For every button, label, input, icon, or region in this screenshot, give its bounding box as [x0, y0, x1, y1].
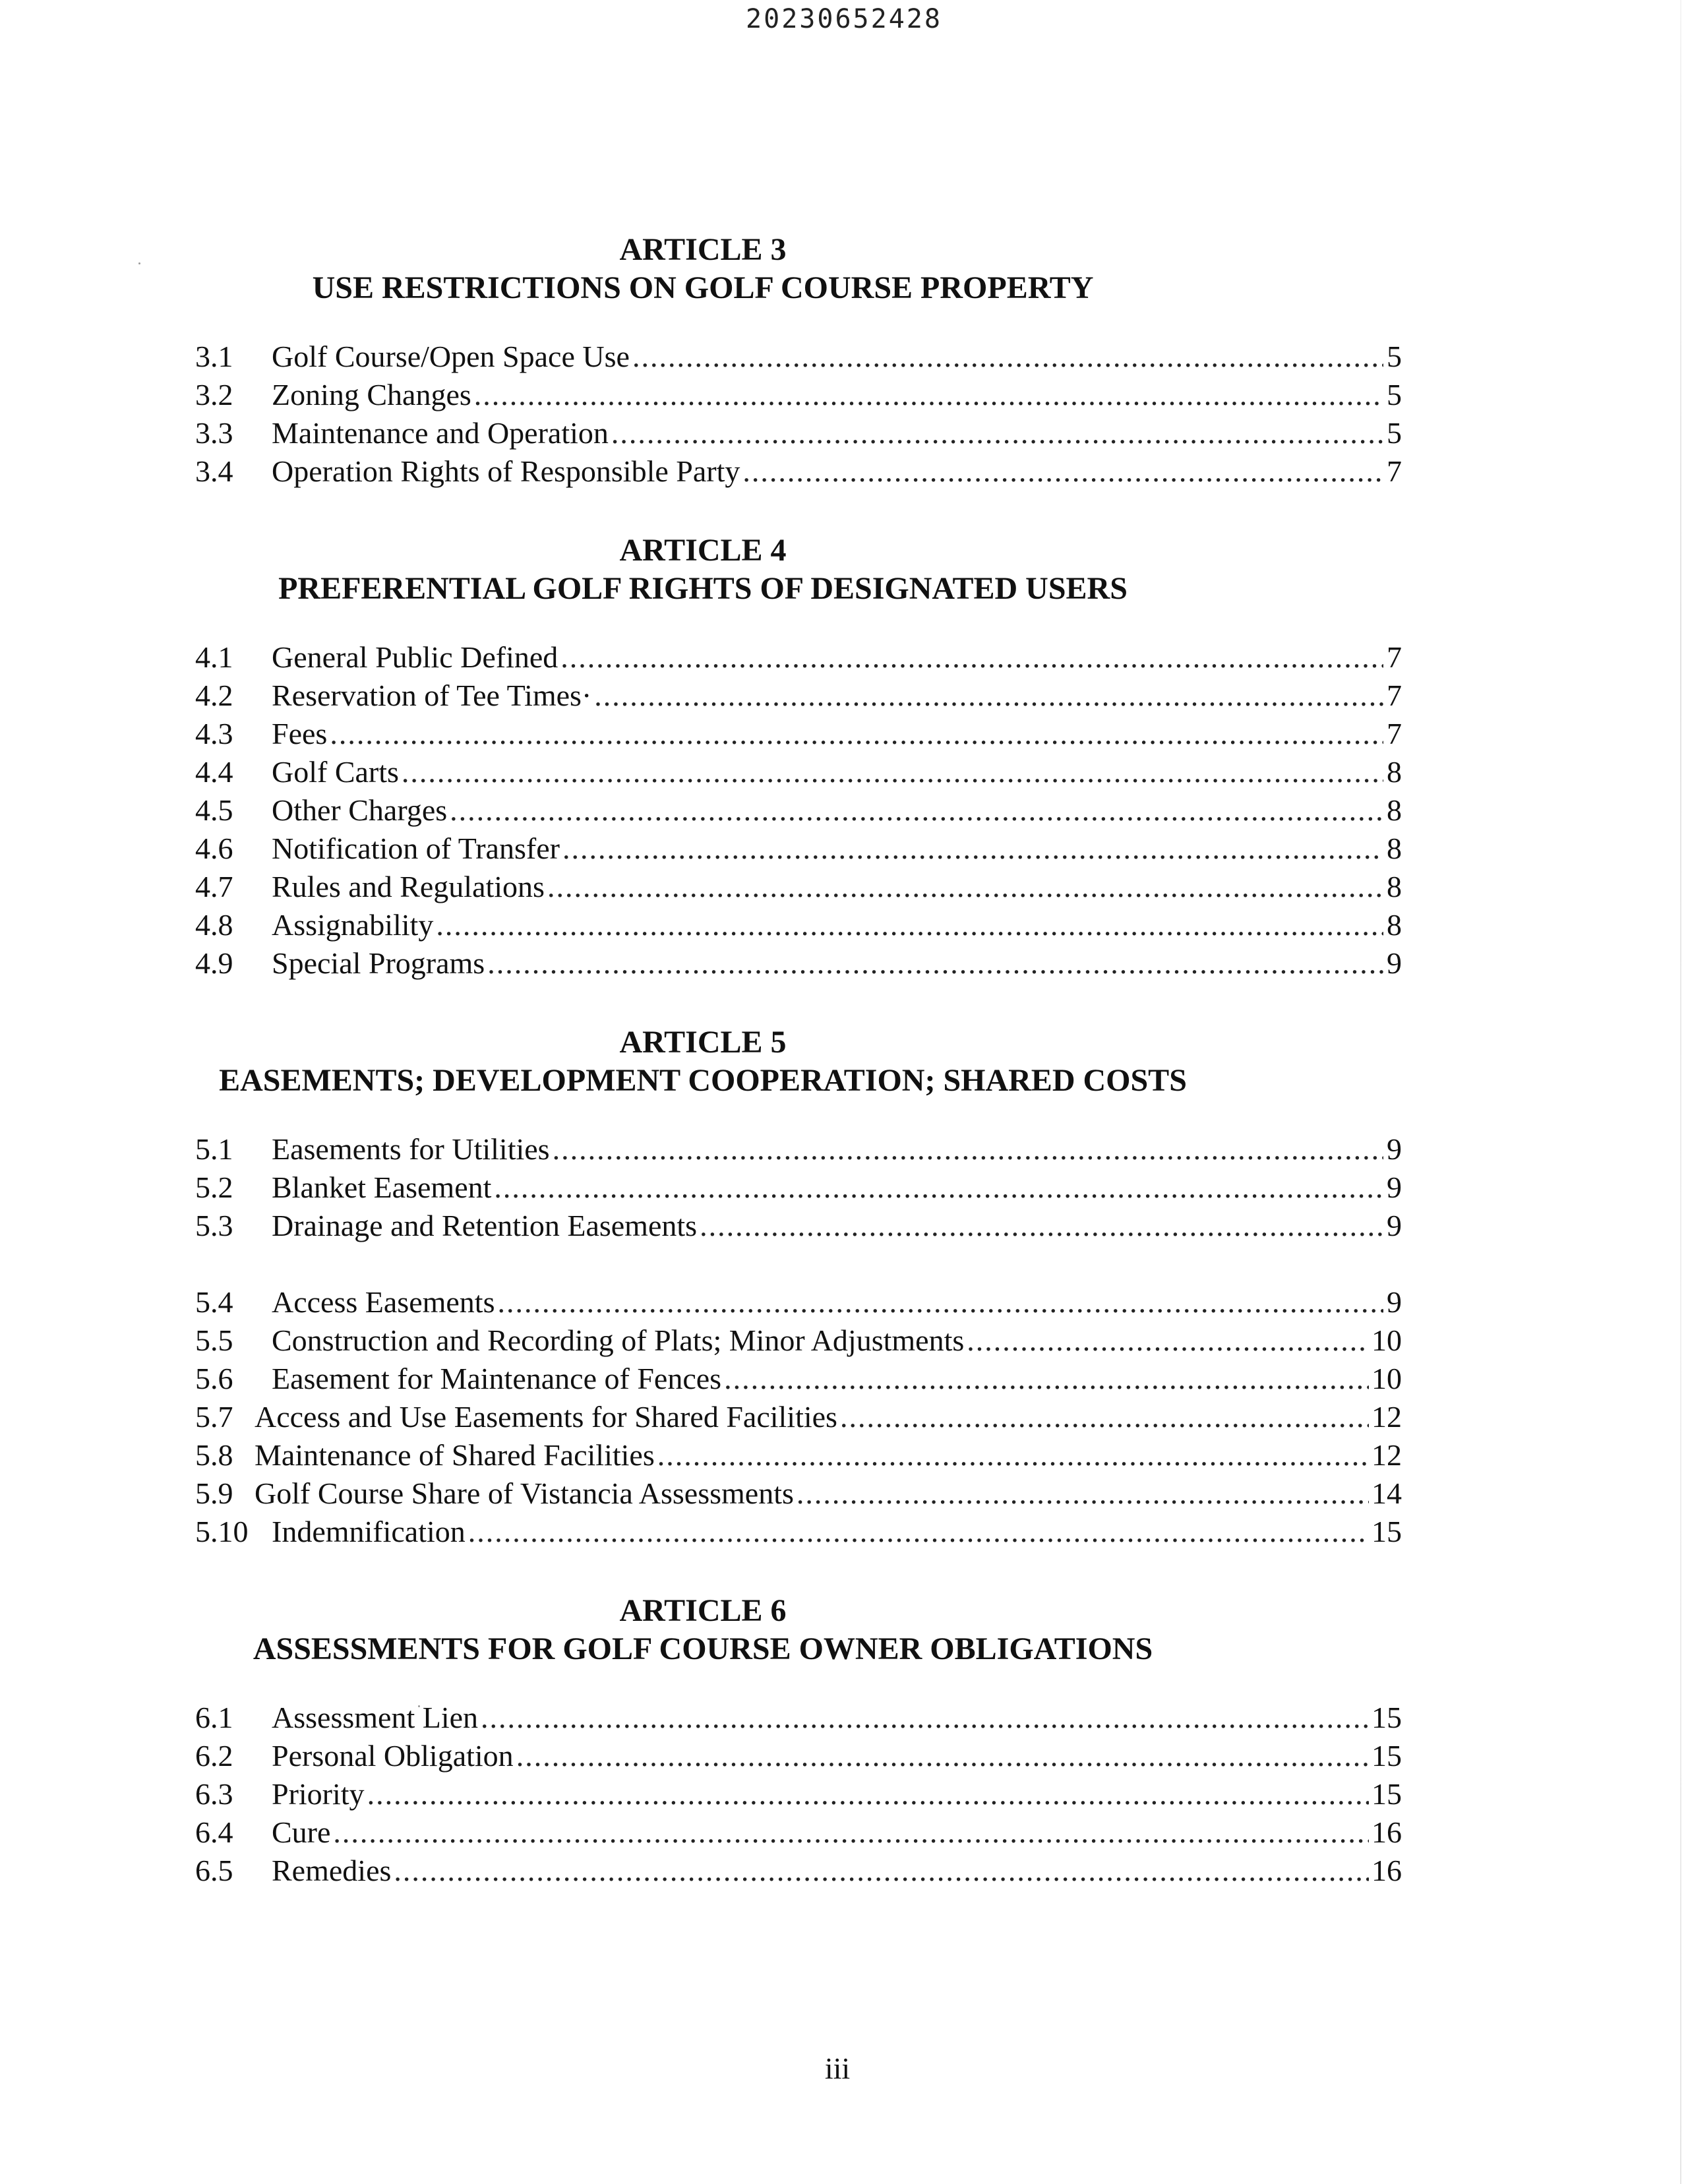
article-title: USE RESTRICTIONS ON GOLF COURSE PROPERTY: [312, 270, 1094, 305]
scan-speck: [138, 262, 140, 264]
section-number: 5.4: [195, 1285, 233, 1319]
section-number: 3.2: [195, 378, 233, 411]
page-number: 16: [1372, 1815, 1402, 1849]
dot-leader: [330, 715, 1383, 753]
dot-leader: [487, 944, 1383, 983]
page-number: 14: [1372, 1476, 1402, 1510]
section-title: Notification of Transfer: [272, 832, 560, 865]
page-number: 5: [1387, 416, 1402, 450]
section-number: 5.3: [195, 1209, 233, 1242]
section-number: 5.10: [195, 1515, 249, 1548]
toc-entry: [195, 944, 1402, 983]
section-number: 4.1: [195, 640, 233, 674]
section-title: Access Easements: [272, 1285, 495, 1319]
dot-leader: [547, 868, 1383, 906]
dot-leader: [481, 1699, 1369, 1737]
page-number: 8: [1387, 755, 1402, 789]
page-number: 15: [1372, 1739, 1402, 1773]
dot-leader: [553, 1130, 1383, 1168]
page-number: 15: [1372, 1701, 1402, 1734]
section-title: Assessment Lien: [272, 1701, 479, 1734]
dot-leader: [700, 1207, 1383, 1245]
section-title: Easements for Utilities: [272, 1132, 550, 1166]
toc-list: [195, 638, 1422, 983]
toc-entry: [195, 715, 1402, 753]
section-title: Zoning Changes: [272, 378, 471, 411]
document-number: 20230652428: [746, 4, 942, 34]
section-number: 4.6: [195, 832, 233, 865]
toc-list: [195, 338, 1422, 491]
dot-leader: [468, 1513, 1369, 1551]
toc-entry: [195, 1737, 1402, 1775]
section-number: 4.8: [195, 908, 233, 942]
dot-leader: [367, 1775, 1369, 1813]
section-number: 5.9: [195, 1476, 233, 1510]
toc-entry: [195, 753, 1402, 791]
page-number: 9: [1387, 1170, 1402, 1204]
toc-entry: [195, 791, 1402, 830]
section-title: Assignability: [272, 908, 434, 942]
page-number: 8: [1387, 908, 1402, 942]
section-title: Golf Course Share of Vistancia Assessments: [255, 1476, 794, 1510]
toc-entry: [195, 830, 1402, 868]
page-number: 8: [1387, 793, 1402, 827]
toc-entry: [195, 638, 1402, 677]
article-heading: ARTICLE 6: [619, 1593, 787, 1628]
section-number: 3.1: [195, 340, 233, 373]
page-footer-number: iii: [824, 2051, 851, 2085]
page-number: 10: [1372, 1323, 1402, 1357]
section-title: Maintenance and Operation: [272, 416, 609, 450]
article-5-section: [195, 1023, 1422, 1551]
toc-entry: [195, 1321, 1402, 1360]
page-number: 10: [1372, 1362, 1402, 1395]
section-number: 3.4: [195, 454, 233, 488]
toc-entry: [195, 414, 1402, 452]
section-title: Personal Obligation: [272, 1739, 514, 1773]
section-title: Rules and Regulations: [272, 870, 545, 903]
section-title: Priority: [272, 1777, 365, 1811]
page-number: 7: [1387, 679, 1402, 712]
table-of-contents: [195, 231, 1422, 1931]
page-number: 9: [1387, 1132, 1402, 1166]
dot-leader: [632, 338, 1383, 376]
section-number: 4.5: [195, 793, 233, 827]
section-title: Special Programs: [272, 946, 485, 980]
toc-entry: [195, 868, 1402, 906]
section-title: Other Charges: [272, 793, 448, 827]
toc-entry: [195, 1813, 1402, 1852]
section-number: 6.4: [195, 1815, 233, 1849]
page-number: 15: [1372, 1777, 1402, 1811]
toc-entry: [195, 1775, 1402, 1813]
toc-entry: [195, 677, 1402, 715]
dot-leader: [494, 1168, 1383, 1207]
page-number: 8: [1387, 832, 1402, 865]
page-number: 16: [1372, 1854, 1402, 1887]
section-number: 3.3: [195, 416, 233, 450]
section-number: 5.1: [195, 1132, 233, 1166]
dot-leader: [967, 1321, 1369, 1360]
dot-leader: [394, 1852, 1369, 1890]
page-number: 15: [1372, 1515, 1402, 1548]
toc-entry: [195, 906, 1402, 944]
section-title: Indemnification: [272, 1515, 466, 1548]
dot-leader: [474, 376, 1383, 414]
section-title: General Public Defined: [272, 640, 558, 674]
page-number: 9: [1387, 1285, 1402, 1319]
scan-edge-shadow: [1680, 0, 1681, 2184]
dot-leader: [516, 1737, 1369, 1775]
article-heading: ARTICLE 3: [619, 232, 787, 267]
article-3-section: [195, 231, 1422, 491]
section-number: 5.2: [195, 1170, 233, 1204]
article-6-section: [195, 1592, 1422, 1890]
page-number: 9: [1387, 1209, 1402, 1242]
section-title: Maintenance of Shared Facilities: [255, 1438, 655, 1472]
section-title: Easement for Maintenance of Fences: [272, 1362, 722, 1395]
section-number: 5.6: [195, 1362, 233, 1395]
dot-leader: [840, 1398, 1369, 1436]
dot-leader: [498, 1283, 1384, 1321]
page-number: 5: [1387, 340, 1402, 373]
dot-leader: [594, 677, 1383, 715]
toc-entry: [195, 452, 1402, 491]
page-number: 7: [1387, 454, 1402, 488]
section-title: Access and Use Easements for Shared Facilities: [255, 1400, 837, 1434]
article-title: EASEMENTS; DEVELOPMENT COOPERATION; SHARED COSTS: [219, 1063, 1187, 1098]
dot-leader: [560, 638, 1383, 677]
section-number: 4.4: [195, 755, 233, 789]
toc-entry: [195, 1513, 1402, 1551]
page-number: 8: [1387, 870, 1402, 903]
toc-entry: [195, 1207, 1402, 1245]
section-number: 6.5: [195, 1854, 233, 1887]
section-number: 4.9: [195, 946, 233, 980]
section-title: Golf Course/Open Space Use: [272, 340, 630, 373]
section-number: 5.5: [195, 1323, 233, 1357]
section-number: 6.3: [195, 1777, 233, 1811]
article-title: PREFERENTIAL GOLF RIGHTS OF DESIGNATED USERS: [278, 571, 1128, 606]
toc-entry: [195, 376, 1402, 414]
toc-list: [195, 1130, 1422, 1551]
toc-entry: [195, 1360, 1402, 1398]
toc-entry: [195, 1283, 1402, 1321]
toc-entry: [195, 1130, 1402, 1168]
dot-leader: [450, 791, 1383, 830]
section-number: 6.2: [195, 1739, 233, 1773]
page-number: 5: [1387, 378, 1402, 411]
section-title: Construction and Recording of Plats; Minor Adjustments: [272, 1323, 965, 1357]
toc-list: [195, 1699, 1422, 1890]
dot-leader: [436, 906, 1383, 944]
dot-leader: [611, 414, 1383, 452]
toc-entry: [195, 1398, 1402, 1436]
dot-leader: [333, 1813, 1369, 1852]
section-title: Operation Rights of Responsible Party: [272, 454, 740, 488]
article-heading: ARTICLE 5: [619, 1025, 787, 1060]
section-number: 4.7: [195, 870, 233, 903]
toc-entry: [195, 1168, 1402, 1207]
section-title: Golf Carts: [272, 755, 399, 789]
section-number: 4.2: [195, 679, 233, 712]
section-title: Reservation of Tee Times·: [272, 679, 592, 712]
section-title: Drainage and Retention Easements: [272, 1209, 698, 1242]
article-title: ASSESSMENTS FOR GOLF COURSE OWNER OBLIGATIONS: [253, 1631, 1153, 1666]
section-title: Remedies: [272, 1854, 392, 1887]
section-title: Cure: [272, 1815, 331, 1849]
section-title: Blanket Easement: [272, 1170, 492, 1204]
dot-leader: [724, 1360, 1369, 1398]
toc-entry: [195, 1436, 1402, 1474]
section-number: 4.3: [195, 717, 233, 750]
page-number: 9: [1387, 946, 1402, 980]
page-number: 7: [1387, 640, 1402, 674]
page-number: 7: [1387, 717, 1402, 750]
toc-entry: [195, 1852, 1402, 1890]
toc-entry: [195, 1474, 1402, 1513]
dot-leader: [797, 1474, 1369, 1513]
dot-leader: [562, 830, 1383, 868]
section-number: 5.7: [195, 1400, 233, 1434]
page-number: 12: [1372, 1438, 1402, 1472]
section-title: Fees: [272, 717, 328, 750]
toc-entry: [195, 1699, 1402, 1737]
article-4-section: [195, 531, 1422, 983]
toc-entry: [195, 338, 1402, 376]
section-number: 5.8: [195, 1438, 233, 1472]
dot-leader: [402, 753, 1383, 791]
dot-leader: [657, 1436, 1369, 1474]
section-number: 6.1: [195, 1701, 233, 1734]
page-number: 12: [1372, 1400, 1402, 1434]
article-heading: ARTICLE 4: [619, 533, 787, 568]
dot-leader: [742, 452, 1383, 491]
